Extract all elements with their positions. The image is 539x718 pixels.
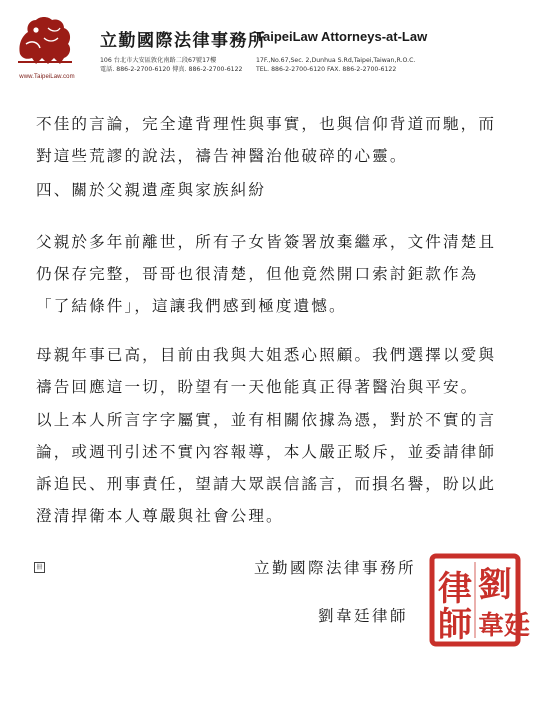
section-heading: 四、關於父親遺產與家族糾紛 — [36, 181, 267, 199]
firm-name-zh: 立勤國際法律事務所 — [100, 31, 267, 51]
lion-logo-icon — [14, 14, 76, 70]
signature-firm: 立勤國際法律事務所 — [254, 559, 416, 577]
address-block-zh — [100, 56, 242, 74]
paragraph-4: 以上本人所言字字屬實，並有相關依據為憑，對於不實的言論，或週刊引述不實內容報導，本人嚴正駁斥，並委請律師訴追民、刑事責任，望請大眾誤信謠言，而損名譽，盼以此澄清捍衛本人尊嚴與社會公理。 — [36, 411, 497, 525]
svg-text:律: 律 — [438, 569, 472, 609]
address-en: 17F.,No.67,Sec. 2,Dunhua S.Rd,Taipei,Taiwan,R.O.C. — [256, 57, 416, 64]
letterhead — [0, 0, 539, 92]
paragraph-1: 不佳的言論，完全違背理性與事實，也與信仰背道而馳，而對這些荒謬的說法，禱告神醫治他破碎的心靈。 — [36, 115, 497, 165]
phone-fax-en: TEL. 886-2-2700-6120 FAX. 886-2-2700-6122 — [256, 66, 397, 73]
website-url: www.TaipeiLaw.com — [19, 74, 75, 80]
lawyer-seal-icon — [428, 552, 531, 648]
small-mark-icon: 卌 — [34, 562, 45, 573]
address-block-en — [256, 56, 415, 74]
signature-lawyer: 劉韋廷律師 — [318, 607, 408, 625]
paragraph-3: 母親年事已高，目前由我與大姐悉心照顧。我們選擇以愛與禱告回應這一切，盼望有一天他能真正得著醫治與平安。 — [36, 346, 497, 396]
phone-fax-zh: 電話. 886-2-2700-6120 傳真. 886-2-2700-6122 — [100, 66, 243, 73]
svg-text:韋廷: 韋廷 — [478, 611, 531, 641]
address-zh: 106 台北市大安區敦化南路二段67號17樓 — [100, 57, 217, 64]
paragraph-2: 父親於多年前離世，所有子女皆簽署放棄繼承，文件清楚且仍保存完整，哥哥也很清楚，但他竟然開口索討鉅款作為「了結條件」，這讓我們感到極度遺憾。 — [36, 233, 497, 315]
firm-name-en: TaipeiLaw Attorneys-at-Law — [256, 29, 428, 44]
svg-text:師: 師 — [438, 605, 472, 645]
svg-text:劉: 劉 — [478, 565, 512, 605]
